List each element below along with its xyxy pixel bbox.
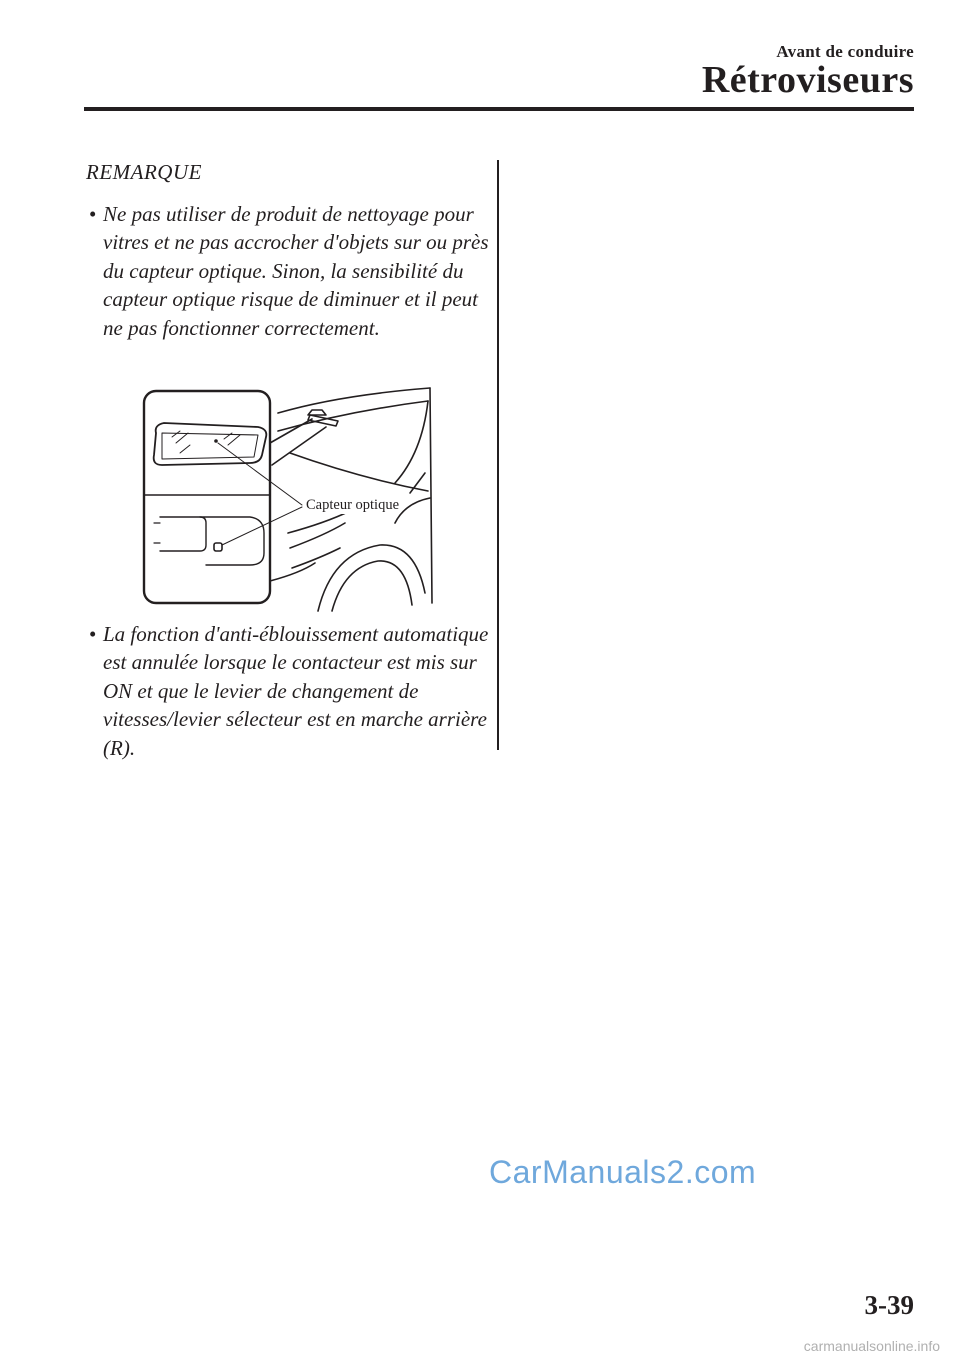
mirror-sensor-figure <box>140 383 435 613</box>
bullet-text: Ne pas utiliser de produit de nettoyage pour vitres et ne pas accrocher d'objets sur ou près du capteur optique. Sinon, la sensibilité du capteur optique risque de diminuer et il peut ne pas fonctionner correctement. <box>103 202 489 340</box>
bullet-text: La fonction d'anti-éblouissement automatique est annulée lorsque le contacteur est mis sur ON et que le levier de changement de vitesses/levier sélecteur est en marche arrière (R). <box>103 622 489 760</box>
section-subtitle: Avant de conduire <box>776 42 914 61</box>
bullet-marker: • <box>89 622 97 646</box>
footer-site: carmanualsonline.info <box>803 1338 940 1354</box>
watermark: CarManuals2.com <box>489 1154 757 1190</box>
header-rule <box>84 107 914 111</box>
page-number: 3-39 <box>864 1290 914 1320</box>
note-bullet <box>86 620 503 762</box>
bullet-marker: • <box>89 202 97 226</box>
note-bullet <box>86 200 503 342</box>
note-heading: REMARQUE <box>86 160 202 184</box>
optical-sensor-label: Capteur optique <box>306 497 400 513</box>
section-title: Rétroviseurs <box>701 59 914 101</box>
